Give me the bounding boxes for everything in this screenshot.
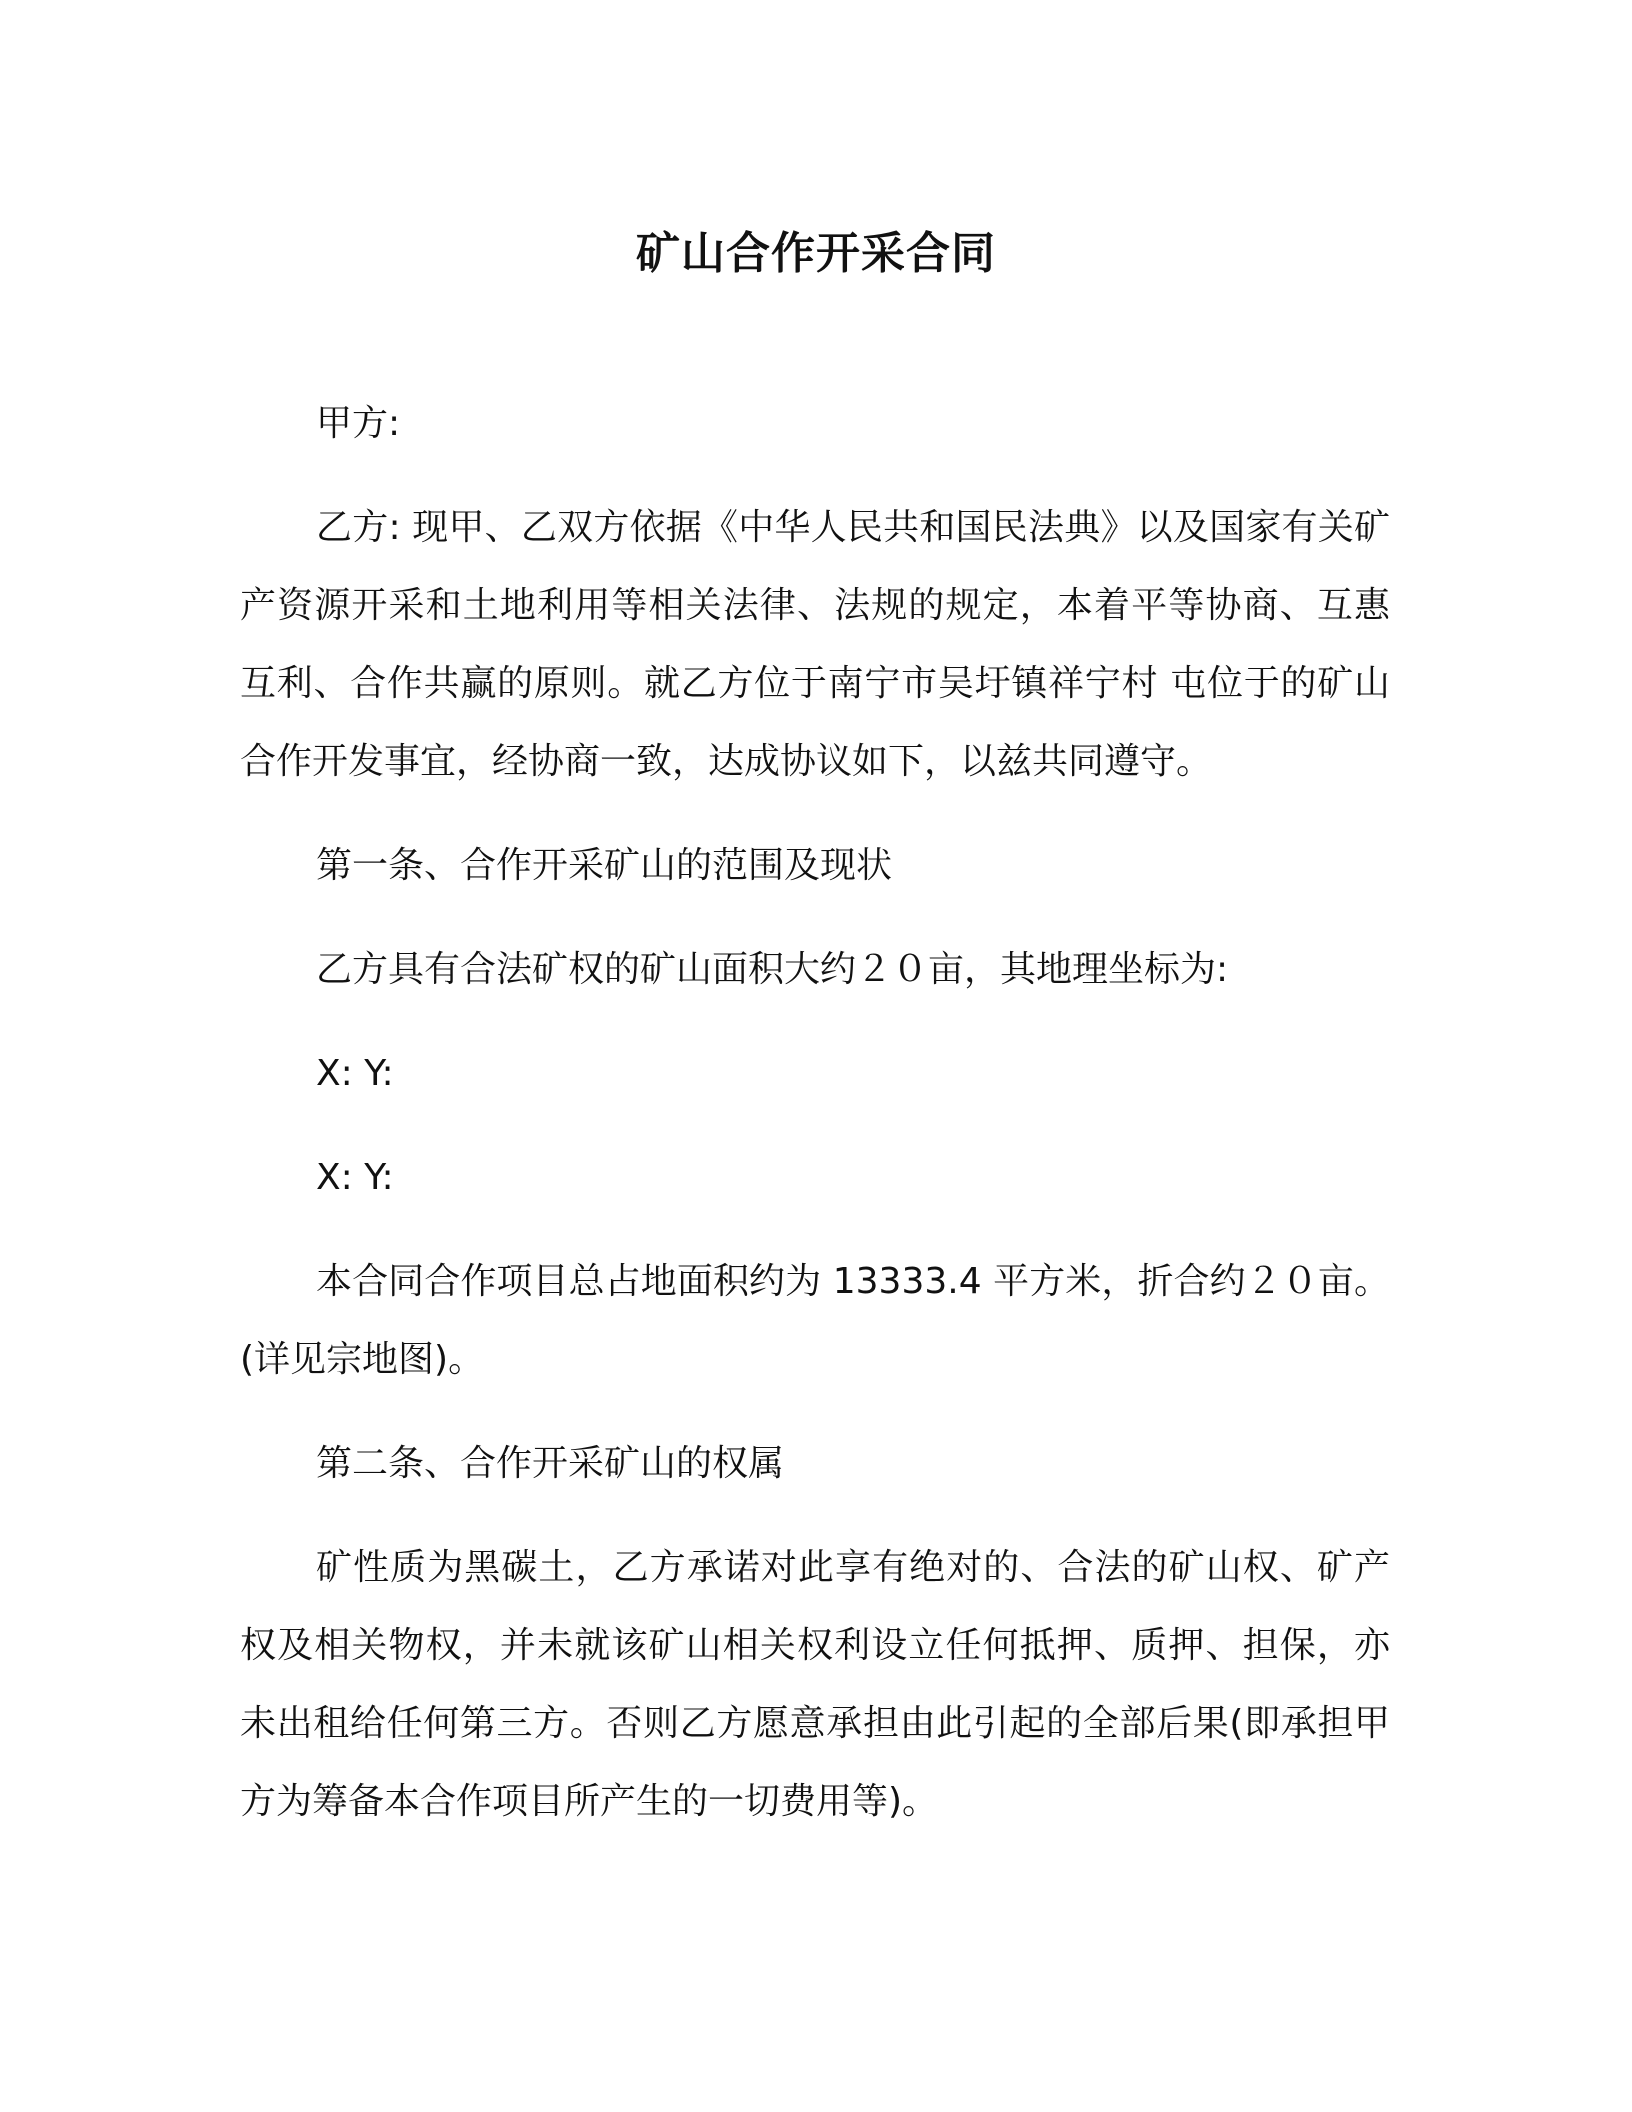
coordinate-line-2: X: Y: <box>316 1157 394 1198</box>
coordinate-line-1: X: Y: <box>316 1053 394 1094</box>
article-2-ownership-paragraph: 矿性质为黑碳土，乙方承诺对此享有绝对的、合法的矿山权、矿产权及相关物权，并未就该矿山相关权利设立任何抵押、质押、担保，亦未出租给任何第三方。否则乙方愿意承担由此引起的全部后果(即承担甲方为筹备本合作项目所产生的一切费用等)。 <box>240 1547 1390 1822</box>
document-title: 矿山合作开采合同 <box>636 228 996 279</box>
article-1-area-paragraph: 乙方具有合法矿权的矿山面积大约２０亩，其地理坐标为: <box>316 949 1229 990</box>
article-1-heading: 第一条、合作开采矿山的范围及现状 <box>316 845 893 886</box>
article-2-heading: 第二条、合作开采矿山的权属 <box>316 1443 785 1484</box>
preamble-paragraph: 乙方: 现甲、乙双方依据《中华人民共和国民法典》以及国家有关矿产资源开采和土地利用等相关法律、法规的规定，本着平等协商、互惠互利、合作共赢的原则。就乙方位于南宁市吴圩镇祥宁村 屯位于的矿山合作开发事宜，经协商一致，达成协议如下，以兹共同遵守。 <box>240 507 1390 782</box>
total-area-paragraph: 本合同合作项目总占地面积约为 13333.4 平方米，折合约２０亩。(详见宗地图)。 <box>240 1261 1390 1380</box>
document-body <box>240 385 1390 1867</box>
party-a-line: 甲方: <box>316 403 401 444</box>
